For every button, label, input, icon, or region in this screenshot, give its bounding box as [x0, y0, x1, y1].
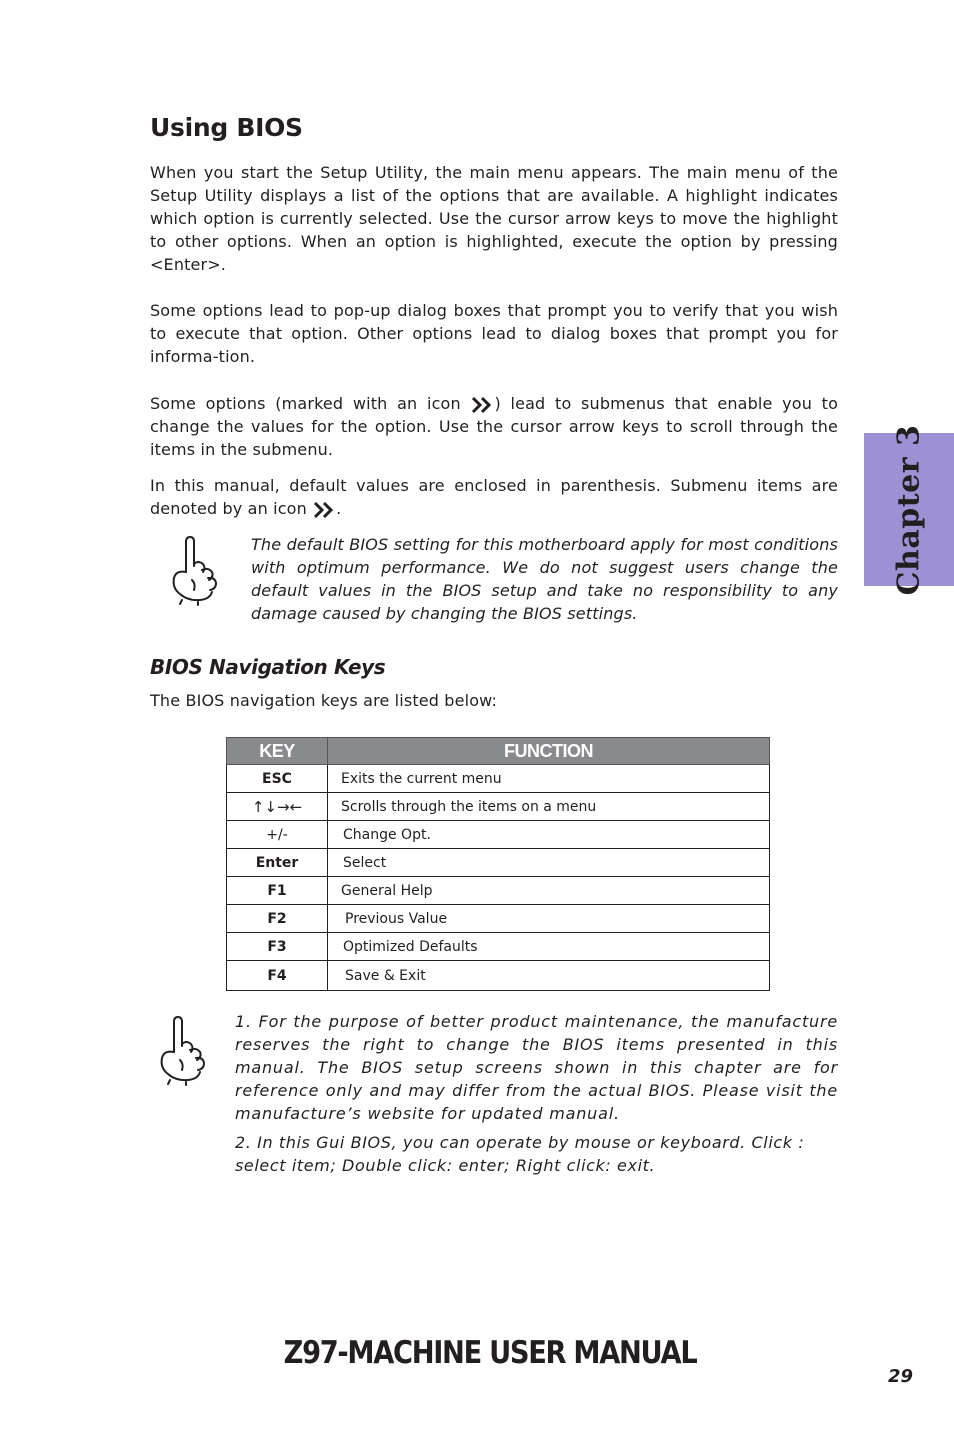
key-cell: ESC [227, 765, 328, 793]
table-row [227, 905, 770, 933]
table-row [227, 765, 770, 793]
default-values-paragraph-end: . [336, 499, 342, 518]
gui-bios-note: 2. In this Gui BIOS, you can operate by mouse or keyboard. Click : select item; Double click: enter; Right click: exit. [235, 1133, 805, 1175]
intro-paragraph: When you start the Setup Utility, the main menu appears. The main menu of the Setup Utility displays a list of the options that are available. A highlight indicates which option is currently selected. Use the cursor arrow keys to move the highlight to other options. When an option is highlighted, execute the option by pressing <Enter>. [150, 163, 838, 274]
table-row [227, 849, 770, 877]
pointing-hand-icon [168, 534, 230, 606]
default-values-paragraph-start: In this manual, default values are enclosed in parenthesis. Submenu items are denoted by an icon [150, 476, 838, 518]
table-header-row [227, 738, 770, 765]
maintenance-note: 1. For the purpose of better product maintenance, the manufacture reserves the right to change the BIOS items presented in this manual. The BIOS setup screens shown in this chapter are for reference only and may differ from the actual BIOS. Please visit the manufacture’s website for updated manual. [235, 1012, 838, 1123]
table-row [227, 961, 770, 991]
function-cell: Previous Value [328, 905, 770, 933]
pointing-hand-icon [156, 1014, 218, 1086]
key-column-header: KEY [227, 738, 328, 765]
submenu-paragraph [150, 392, 838, 461]
double-chevron-right-icon [471, 396, 493, 414]
table-row [227, 877, 770, 905]
double-chevron-right-icon [313, 501, 335, 519]
chapter-tab-label: Chapter 3 [891, 424, 927, 595]
function-column-header: FUNCTION [328, 738, 770, 765]
function-cell: Optimized Defaults [328, 933, 770, 961]
default-values-paragraph [150, 474, 838, 520]
nav-keys-heading: BIOS Navigation Keys [150, 655, 386, 679]
table-row [227, 793, 770, 821]
function-cell: Exits the current menu [328, 765, 770, 793]
navigation-keys-table [226, 737, 770, 991]
section-title: Using BIOS [150, 113, 303, 142]
function-cell: Save & Exit [328, 961, 770, 991]
submenu-paragraph-end: ) lead to submenus that enable you to change the values for the option. Use the cursor arrow keys to scroll through the items in the submenu. [150, 394, 839, 459]
page-number: 29 [888, 1366, 914, 1387]
key-cell: F4 [227, 961, 328, 991]
manual-title: Z97-MACHINE USER MANUAL [283, 1335, 697, 1371]
table-row [227, 933, 770, 961]
function-cell: Scrolls through the items on a menu [328, 793, 770, 821]
key-cell: F2 [227, 905, 328, 933]
nav-keys-intro: The BIOS navigation keys are listed below: [150, 691, 498, 710]
key-cell: F1 [227, 877, 328, 905]
default-settings-note: The default BIOS setting for this motherboard apply for most conditions with optimum performance. We do not suggest users change the default values in the BIOS setup and take no responsibility to any damage caused by changing the BIOS settings. [251, 535, 838, 623]
key-cell: F3 [227, 933, 328, 961]
dialog-paragraph: Some options lead to pop-up dialog boxes that prompt you to verify that you wish to execute that option. Other options lead to dialog boxes that prompt you for informa-tion. [150, 301, 838, 366]
key-cell: ↑↓→← [227, 793, 328, 821]
function-cell: General Help [328, 877, 770, 905]
submenu-paragraph-start: Some options (marked with an icon [150, 394, 471, 413]
table-row [227, 821, 770, 849]
function-cell: Select [328, 849, 770, 877]
key-cell: Enter [227, 849, 328, 877]
key-cell: +/- [227, 821, 328, 849]
function-cell: Change Opt. [328, 821, 770, 849]
chapter-tab [864, 424, 954, 595]
